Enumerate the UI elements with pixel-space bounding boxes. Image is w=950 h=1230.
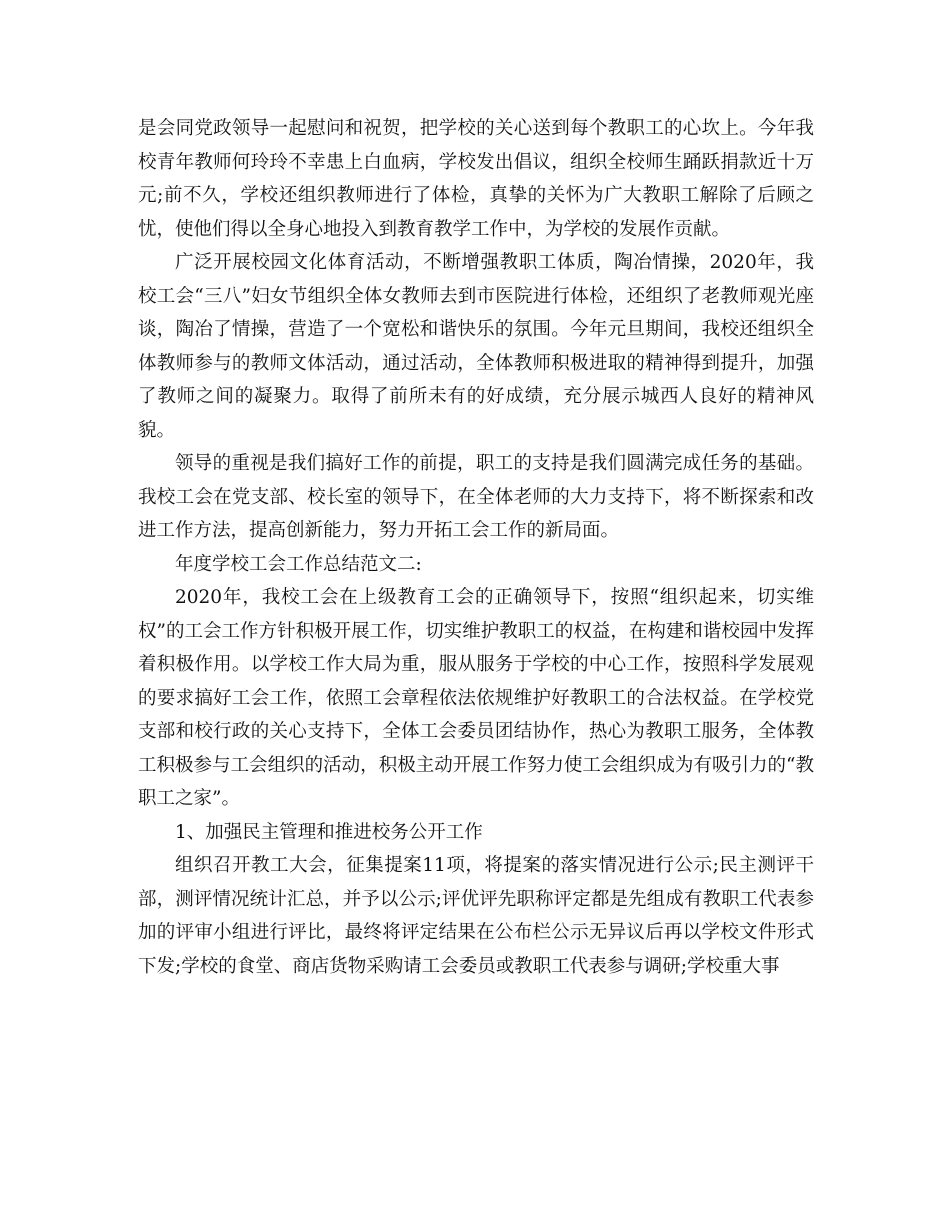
paragraph-care-and-donation: 是会同党政领导一起慰问和祝贺，把学校的关心送到每个教职工的心坎上。今年我校青年教师何玲玲不幸患上白血病，学校发出倡议，组织全校师生踊跃捐款近十万元;前不久，学校还组织教师进行了体检，真挚的关怀为广大教职工解除了后顾之忧，使他们得以全身心地投入到教育教学工作中，为学校的发展作贡献。 [138, 118, 814, 240]
section-heading-sample-two: 年度学校工会工作总结范文二: [175, 553, 422, 575]
subheading-democratic-management: 1、加强民主管理和推进校务公开工作 [175, 821, 483, 843]
paragraph-staff-conference: 组织召开教工大会，征集提案11项，将提案的落实情况进行公示;民主测评干部，测评情况统计汇总，并予以公示;评优评先职称评定都是先组成有教职工代表参加的评审小组进行评比，最终将评定结果在公布栏公示无异议后再以学校文件形式下发;学校的食堂、商店货物采购请工会委员或教职工代表参与调研;学校重大事 [138, 855, 814, 977]
paragraph-leadership-support: 领导的重视是我们搞好工作的前提，职工的支持是我们圆满完成任务的基础。我校工会在党支部、校长室的领导下，在全体老师的大力支持下，将不断探索和改进工作方法，提高创新能力，努力开拓工会工作的新局面。 [138, 453, 814, 541]
paragraph-culture-sports-activities: 广泛开展校园文化体育活动，不断增强教职工体质，陶冶情操，2020年，我校工会“三八”妇女节组织全体女教师去到市医院进行体检，还组织了老教师观光座谈，陶冶了情操，营造了一个宽松和谐快乐的氛围。今年元旦期间，我校还组织全体教师参与的教师文体活动，通过活动，全体教师积极进取的精神得到提升，加强了教师之间的凝聚力。取得了前所未有的好成绩，充分展示城西人良好的精神风貌。 [138, 252, 814, 441]
document-page [138, 112, 814, 983]
paragraph-annual-union-work: 2020年，我校工会在上级教育工会的正确领导下，按照“组织起来，切实维权”的工会工作方针积极开展工作，切实维护教职工的权益，在构建和谐校园中发挥着积极作用。以学校工作大局为重，服从服务于学校的中心工作，按照科学发展观的要求搞好工会工作，依照工会章程依法依规维护好教职工的合法权益。在学校党支部和校行政的关心支持下，全体工会委员团结协作，热心为教职工服务，全体教工积极参与工会组织的活动，积极主动开展工作努力使工会组织成为有吸引力的“教职工之家”。 [138, 587, 814, 809]
